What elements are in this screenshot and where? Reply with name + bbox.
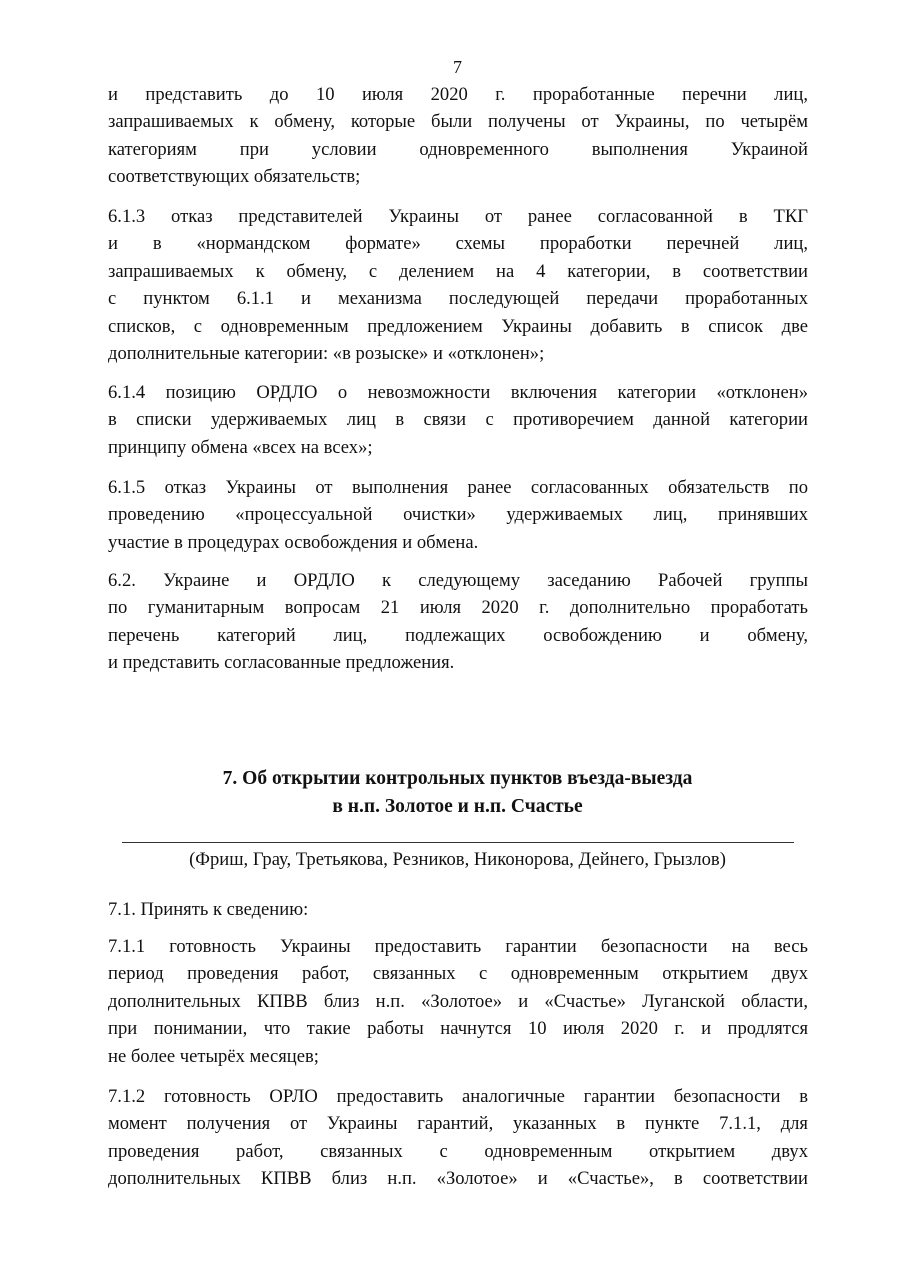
- text-line: 6.1.5 отказ Украины от выполнения ранее согласованных обязательств по: [108, 477, 808, 498]
- paragraph-6-1-5: [108, 474, 808, 556]
- paragraph-6-1-3: [108, 203, 808, 367]
- text-line: дополнительных КПВВ близ н.п. «Золотое» и «Счастье», в соответствии: [108, 1168, 808, 1190]
- text-line: 7.1.1 готовность Украины предоставить гарантии безопасности на весь: [108, 936, 808, 957]
- text-line: списков, с одновременным предложением Украины добавить в список две: [108, 315, 808, 337]
- text-line: момент получения от Украины гарантий, указанных в пункте 7.1.1, для: [108, 1113, 808, 1135]
- paragraph-6-1-4: [108, 379, 808, 461]
- text-line: 7.1.2 готовность ОРЛО предоставить аналогичные гарантии безопасности в: [108, 1086, 808, 1107]
- text-line: запрашиваемых к обмену, с делением на 4 категории, в соответствии: [108, 260, 808, 282]
- paragraph-7-1: [108, 896, 808, 923]
- text-line: в списки удерживаемых лиц в связи с противоречием данной категории: [108, 409, 808, 431]
- text-line: перечень категорий лиц, подлежащих освобождению и обмену,: [108, 624, 808, 646]
- text-line: категориям при условии одновременного выполнения Украиной: [108, 138, 808, 160]
- text-line: проведения работ, связанных с одновременным открытием двух: [108, 1140, 808, 1162]
- section-heading-line-2: в н.п. Золотое и н.п. Счастье: [332, 796, 583, 817]
- text-line: 6.1.4 позицию ОРДЛО о невозможности включения категории «отклонен»: [108, 382, 808, 403]
- text-line: 6.2. Украине и ОРДЛО к следующему заседанию Рабочей группы: [108, 570, 808, 591]
- page-number: 7: [453, 57, 462, 77]
- text-line: период проведения работ, связанных с одновременным открытием двух: [108, 963, 808, 985]
- text-line: принципу обмена «всех на всех»;: [108, 436, 373, 458]
- text-line: 7.1. Принять к сведению:: [108, 899, 309, 920]
- paragraph-7-1-2: [108, 1083, 808, 1193]
- text-line: с пунктом 6.1.1 и механизма последующей передачи проработанных: [108, 288, 808, 310]
- paragraph-7-1-1: [108, 933, 808, 1070]
- heading-divider: [122, 842, 794, 843]
- text-line: участие в процедурах освобождения и обмена.: [108, 531, 479, 553]
- text-line: по гуманитарным вопросам 21 июля 2020 г. дополнительно проработать: [108, 597, 808, 619]
- text-line: не более четырёх месяцев;: [108, 1045, 319, 1067]
- text-line: соответствующих обязательств;: [108, 166, 361, 188]
- text-line: и представить согласованные предложения.: [108, 652, 455, 674]
- paragraph-continuation: [108, 81, 808, 191]
- text-line: и в «нормандском формате» схемы проработки перечней лиц,: [108, 233, 808, 255]
- text-line: при понимании, что такие работы начнутся 10 июля 2020 г. и продлятся: [108, 1018, 808, 1040]
- paragraph-6-2: [108, 567, 808, 677]
- text-line: запрашиваемых к обмену, которые были получены от Украины, по четырём: [108, 111, 808, 133]
- text-line: дополнительных КПВВ близ н.п. «Золотое» и «Счастье» Луганской области,: [108, 990, 808, 1012]
- text-line: проведению «процессуальной очистки» удерживаемых лиц, принявших: [108, 504, 808, 526]
- participants-list: (Фриш, Грау, Третьякова, Резников, Никонорова, Дейнего, Грызлов): [189, 849, 726, 870]
- text-line: дополнительные категории: «в розыске» и «отклонен»;: [108, 342, 545, 364]
- text-line: 6.1.3 отказ представителей Украины от ранее согласованной в ТКГ: [108, 206, 808, 227]
- text-line: и представить до 10 июля 2020 г. проработанные перечни лиц,: [108, 84, 808, 105]
- section-heading-line-1: 7. Об открытии контрольных пунктов въезда-выезда: [222, 768, 693, 789]
